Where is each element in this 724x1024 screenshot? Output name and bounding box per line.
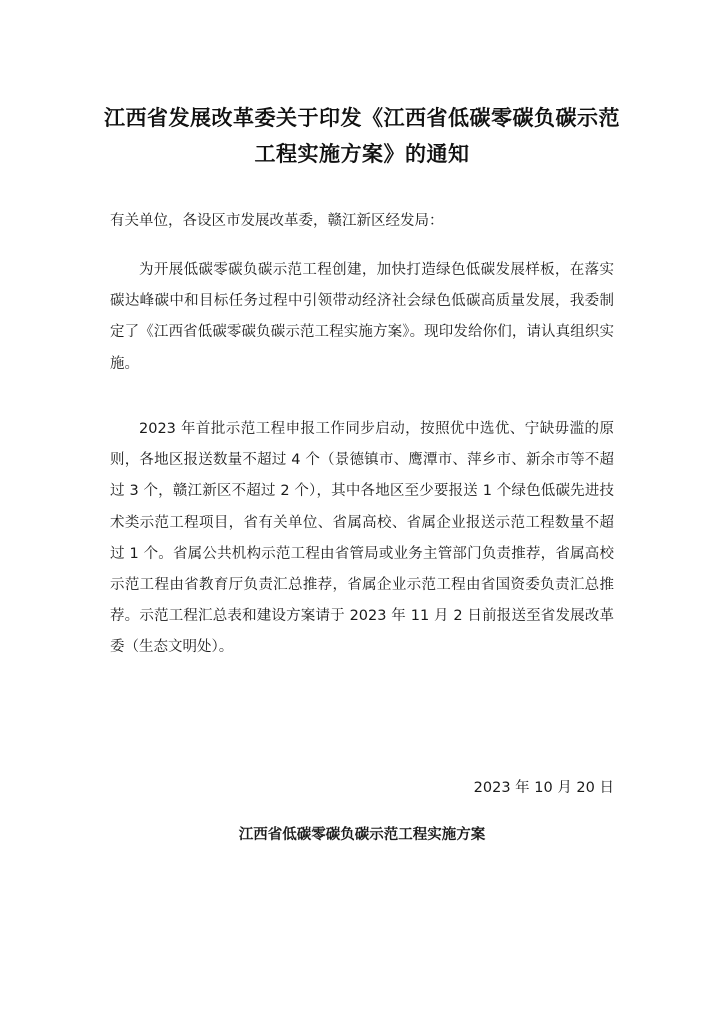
body-paragraph-1: 为开展低碳零碳负碳示范工程创建，加快打造绿色低碳发展样板，在落实碳达峰碳中和目标任务过程中引领带动经济社会绿色低碳高质量发展，我委制定了《江西省低碳零碳负碳示范工程实施方案》。现印发给你们，请认真组织实施。	[110, 262, 614, 372]
issue-date: 2023 年 10 月 20 日	[473, 780, 614, 796]
body-paragraph-2: 2023 年首批示范工程申报工作同步启动，按照优中选优、宁缺毋滥的原则，各地区报送数量不超过 4 个（景德镇市、鹰潭市、萍乡市、新余市等不超过 3 个，赣江新区不超过 2 个），其中各地区至少要报送 1 个绿色低碳先进技术类示范工程项目，省有关单位、省属高校、省属企业报送示范工程数量不超过 1 个。省属公共机构示范工程由省管局或业务主管部门负责推荐，省属高校示范工程由省教育厅负责汇总推荐，省属企业示范工程由省国资委负责汇总推荐。示范工程汇总表和建设方案请于 2023 年 11 月 2 日前报送至省发展改革委（生态文明处）。	[110, 421, 614, 656]
document-title: 江西省发展改革委关于印发《江西省低碳零碳负碳示范工程实施方案》的通知	[104, 106, 620, 166]
attachment-title: 江西省低碳零碳负碳示范工程实施方案	[238, 827, 486, 843]
salutation: 有关单位，各设区市发展改革委，赣江新区经发局：	[110, 213, 444, 229]
